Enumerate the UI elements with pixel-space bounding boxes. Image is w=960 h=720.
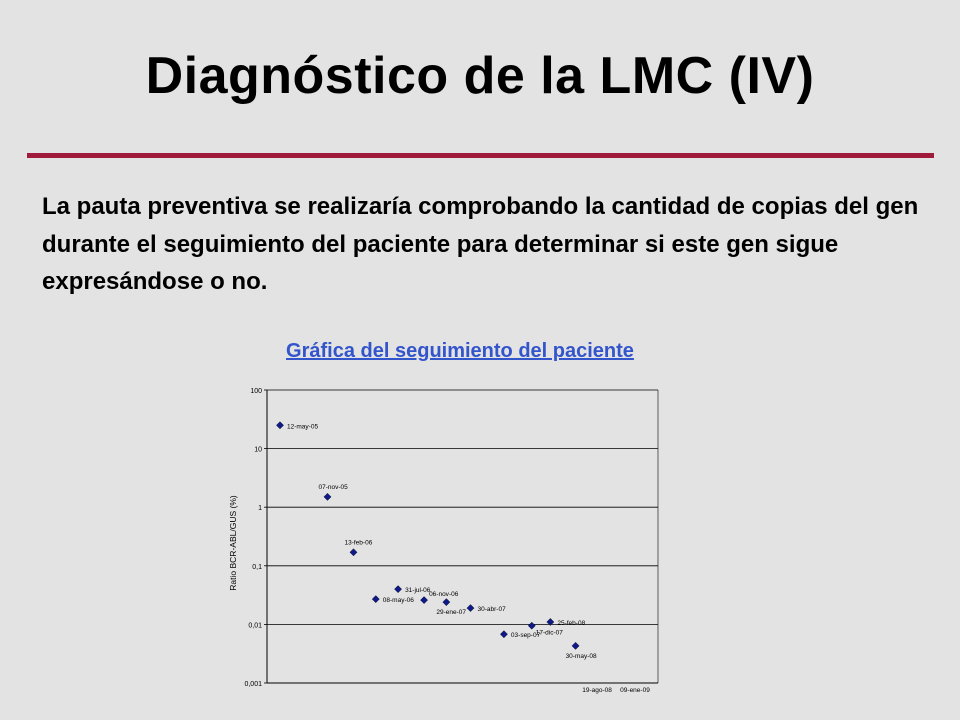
x-tick-label: 09-ene-09 — [620, 687, 650, 694]
slide-body-text: La pauta preventiva se realizaría comprobando la cantidad de copias del gen durante el seguimiento del paciente para determinar si este gen sigue expresándose o no. — [42, 193, 919, 295]
data-point-label: 12-may-05 — [287, 423, 319, 431]
y-tick-label: 10 — [254, 446, 262, 454]
title-divider — [27, 153, 934, 158]
chart-x-ticks — [582, 687, 650, 694]
x-tick-label: 19-ago-08 — [582, 687, 612, 694]
data-point-marker — [420, 596, 427, 603]
data-point-label: 08-may-06 — [382, 597, 414, 605]
data-point-marker — [394, 586, 401, 593]
patient-follow-up-chart — [220, 380, 670, 695]
data-point-marker — [350, 549, 357, 556]
data-point-label: 30-may-08 — [565, 652, 597, 660]
data-point-label: 29-ene-07 — [436, 609, 466, 617]
data-point-label: 30-abr-07 — [477, 606, 506, 614]
y-tick-label: 0,01 — [248, 622, 262, 630]
y-tick-label: 0,001 — [244, 681, 262, 688]
slide-title: Diagnóstico de la LMC (IV) — [145, 47, 815, 105]
data-point-label: 03-sep-07 — [510, 632, 541, 640]
data-point-label: 17-dic-07 — [535, 629, 563, 637]
chart-gridlines — [267, 390, 658, 683]
data-point-marker — [372, 596, 379, 603]
y-tick-label: 100 — [250, 388, 262, 395]
chart-link[interactable]: Gráfica del seguimiento del paciente — [286, 340, 634, 362]
data-point-marker — [467, 604, 474, 611]
y-axis-label: Ratio BCR-ABL/GUS (%) — [228, 495, 238, 591]
data-point-marker — [572, 642, 579, 649]
data-point-label: 31-jul-06 — [405, 587, 431, 595]
data-point-marker — [276, 422, 283, 429]
data-point-label: 13-feb-06 — [344, 539, 373, 547]
data-point-label: 25-feb-08 — [557, 619, 586, 627]
data-point-label: 07-nov-05 — [318, 483, 348, 491]
data-point-marker — [528, 622, 535, 629]
data-point-label: 06-nov-06 — [429, 591, 459, 599]
data-point-marker — [324, 493, 331, 500]
chart-axes — [244, 388, 658, 688]
data-point-marker — [500, 631, 507, 638]
data-point-marker — [443, 599, 450, 606]
y-tick-label: 1 — [258, 505, 262, 513]
y-tick-label: 0,1 — [252, 563, 262, 571]
